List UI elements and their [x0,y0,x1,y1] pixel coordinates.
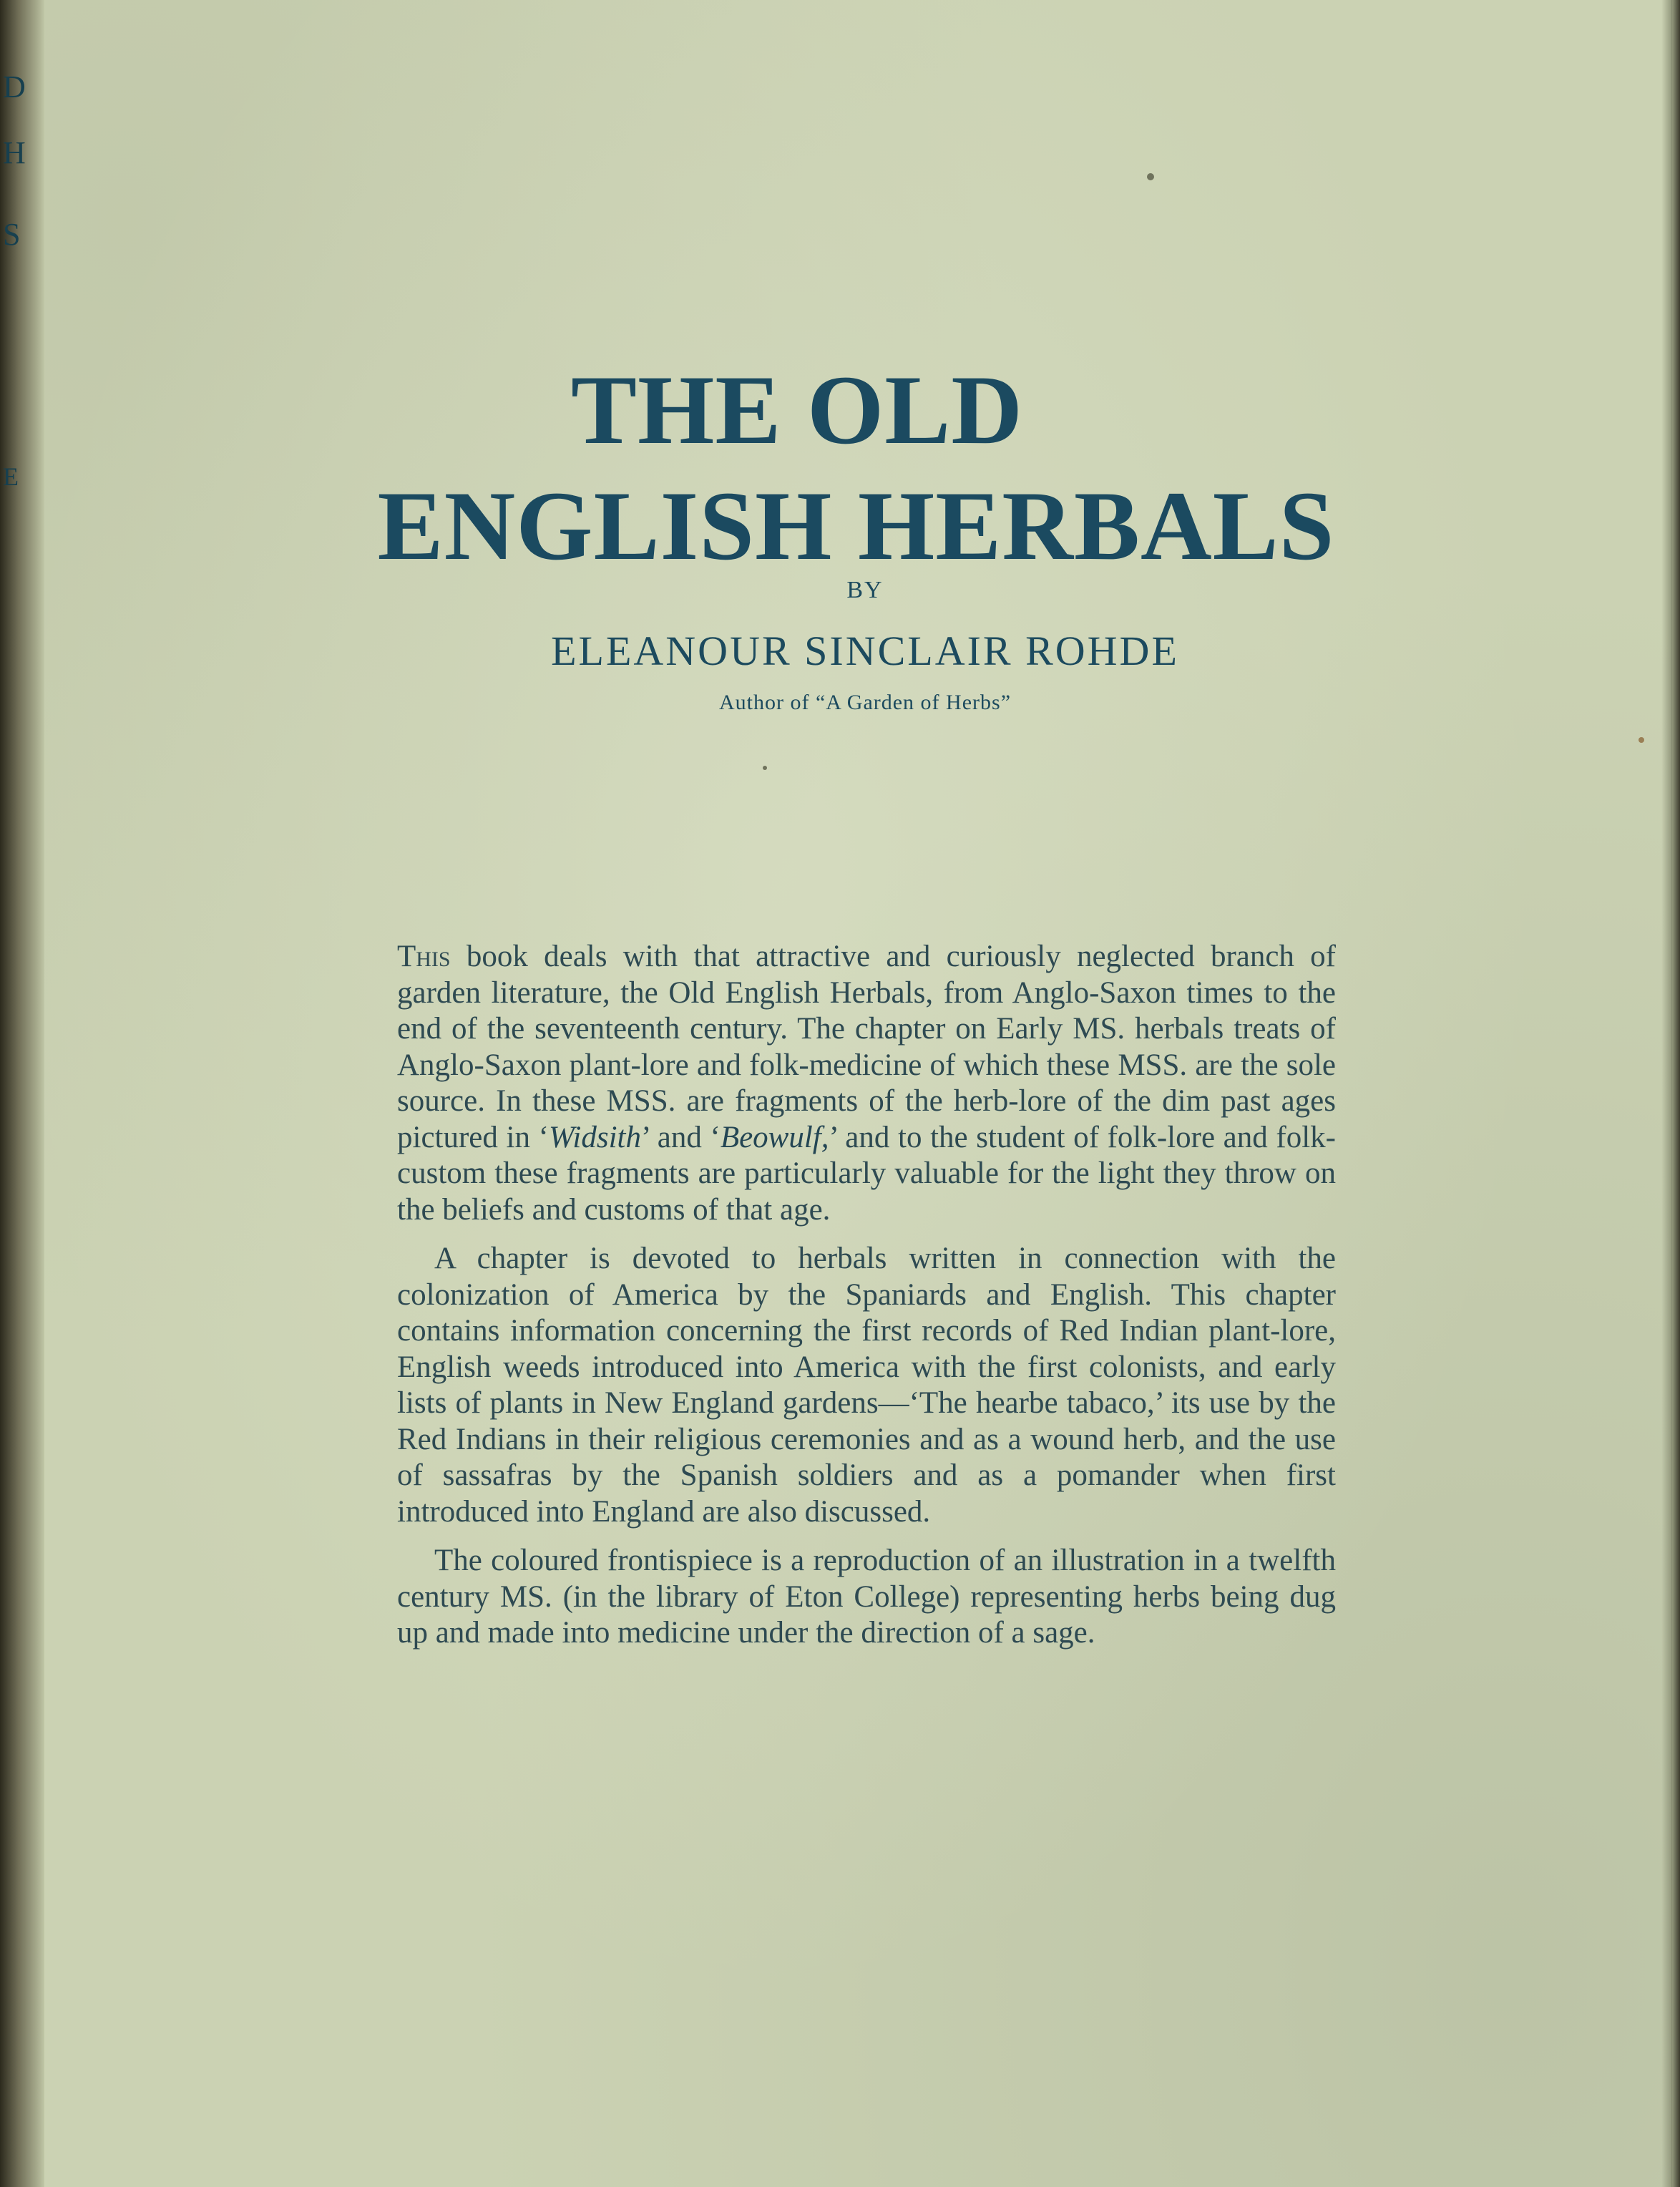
blurb-paragraph: The coloured frontispiece is a reproduction of an illustration in a twelfth century MS. (in the library of Eton College) representing herbs being dug up and made into medicine under the direction of a sage. [397,1544,1336,1650]
title-line: THE OLD [571,355,1023,465]
blurb-italic-title: Widsith [548,1120,641,1154]
book-title [0,352,1680,584]
blurb-lead-word: This [397,940,451,973]
jacket-blurb [397,939,1336,1665]
spine-letter: H [3,135,26,170]
spine-edge [0,0,44,2187]
author-name: ELEANOUR SINCLAIR ROHDE [551,628,1179,674]
paper-speck [1147,173,1154,180]
title-line: ENGLISH HERBALS [377,471,1335,581]
paper-speck [763,766,767,770]
blurb-italic-title: Beowulf, [720,1120,829,1154]
blurb-text: ’ and ‘ [640,1120,721,1154]
spine-letter: S [3,217,21,252]
byline-label: BY [846,577,884,603]
blurb-paragraph [397,939,1336,1228]
author-note: Author of “A Garden of Herbs” [718,691,1012,714]
spine-letter: D [3,69,26,104]
blurb-text: ’ and to the student of folk-lore and folk-custom these fragments are particularly valuable for the light they throw on the beliefs and customs of that age. [397,1120,1336,1227]
blurb-paragraph: A chapter is devoted to herbals written in connection with the colonization of America by the Spaniards and English. This chapter contains information concerning the first records of Red Indian plant-lore, English weeds introduced into America with the first colonists, and early lists of plants in New England gardens—‘The hearbe tabaco,’ its use by the Red Indians in their religious ceremonies and as a wound herb, and the use of sassafras by the Spanish soldiers and as a pomander when first introduced into England are also discussed. [397,1242,1336,1529]
page-edge-shadow [1661,0,1680,2187]
spine-letter: E [3,462,19,491]
paper-speck [1639,737,1644,743]
blurb-text: book deals with that attractive and curiously neglected branch of garden literature, the Old English Herbals, from Anglo-Saxon times to the end of the seventeenth century. The chapter on Early MS. herbals treats of Anglo-Saxon plant-lore and folk-medicine of which these MSS. are the sole source. In these MSS. are fragments of the herb-lore of the dim past ages pictured in ‘ [397,940,1336,1154]
